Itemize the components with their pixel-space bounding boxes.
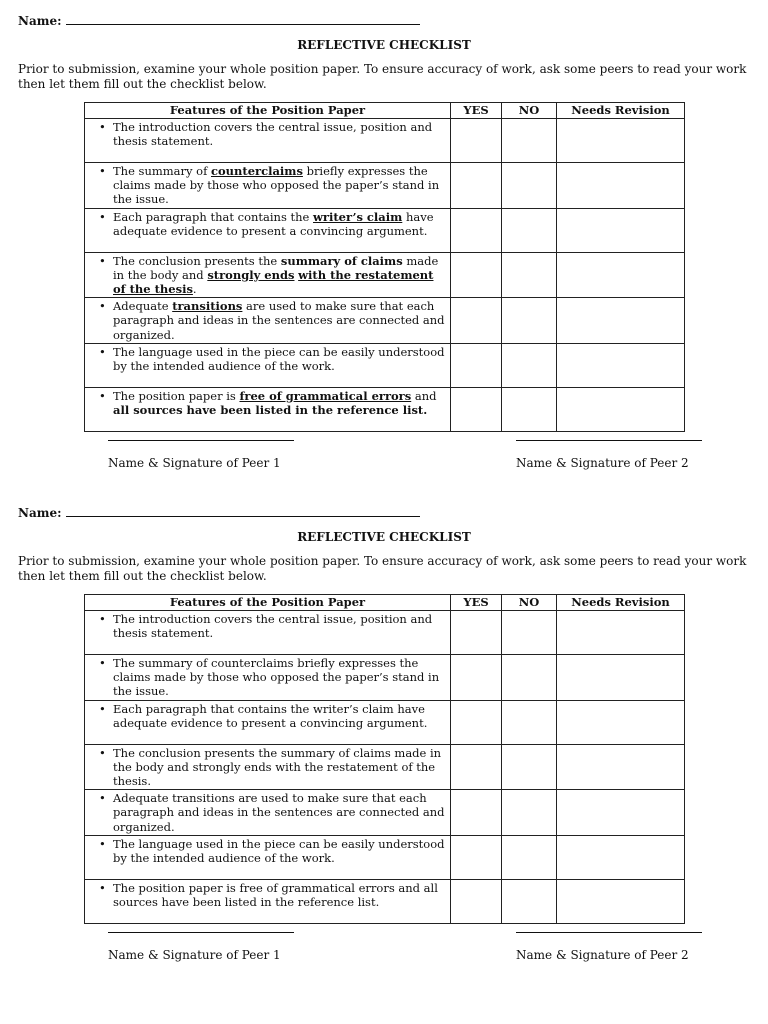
yes-checkbox-cell[interactable] xyxy=(451,298,502,344)
yes-checkbox-cell[interactable] xyxy=(451,252,502,298)
peer2-signature-line[interactable] xyxy=(516,932,702,933)
bullet-icon: • xyxy=(99,791,106,806)
needs-revision-checkbox-cell[interactable] xyxy=(557,387,685,431)
needs-revision-checkbox-cell[interactable] xyxy=(557,252,685,298)
header-no: NO xyxy=(502,595,557,611)
feature-cell xyxy=(85,208,451,252)
feature-text: The conclusion presents the xyxy=(113,253,281,268)
feature-text: counterclaims xyxy=(211,164,303,178)
table-row xyxy=(85,298,685,344)
yes-checkbox-cell[interactable] xyxy=(451,744,502,790)
table-row xyxy=(85,208,685,252)
needs-revision-checkbox-cell[interactable] xyxy=(557,343,685,387)
feature-text: The introduction covers the central issue, position and thesis statement. xyxy=(113,120,433,149)
bullet-icon: • xyxy=(99,253,106,268)
yes-checkbox-cell[interactable] xyxy=(451,655,502,701)
checklist-title: REFLECTIVE CHECKLIST xyxy=(297,530,471,544)
feature-text: transitions xyxy=(172,299,243,314)
yes-checkbox-cell[interactable] xyxy=(451,208,502,252)
instructions: Prior to submission, examine your whole position paper. To ensure accuracy of work, ask some peers to read your work then let them fill out the checklist below. xyxy=(18,62,747,91)
feature-text: are used to make sure that each paragraph and ideas in the sentences are connected and organized. xyxy=(113,299,445,342)
feature-text: briefly expresses the claims made by those who opposed the paper’s stand in the issue. xyxy=(113,164,440,207)
bullet-icon: • xyxy=(99,344,106,359)
table-row xyxy=(85,163,685,209)
peer2-signature-label: Name & Signature of Peer 2 xyxy=(516,948,689,962)
needs-revision-checkbox-cell[interactable] xyxy=(557,790,685,836)
no-checkbox-cell[interactable] xyxy=(502,298,557,344)
no-checkbox-cell[interactable] xyxy=(502,879,557,923)
name-label: Name: xyxy=(18,506,62,520)
feature-text: The position paper is free of grammatical errors and all sources have been listed in the reference list. xyxy=(113,880,438,910)
no-checkbox-cell[interactable] xyxy=(502,387,557,431)
peer1-signature-line[interactable] xyxy=(108,440,294,441)
needs-revision-checkbox-cell[interactable] xyxy=(557,744,685,790)
needs-revision-checkbox-cell[interactable] xyxy=(557,655,685,701)
yes-checkbox-cell[interactable] xyxy=(451,879,502,923)
feature-text: all sources have been listed in the reference list. xyxy=(113,403,428,418)
no-checkbox-cell[interactable] xyxy=(502,700,557,744)
no-checkbox-cell[interactable] xyxy=(502,208,557,252)
bullet-icon: • xyxy=(99,209,106,224)
checklist-sheet-2 xyxy=(0,492,768,992)
feature-text: The language used in the piece can be easily understood by the intended audience of the work. xyxy=(113,836,445,866)
feature-cell xyxy=(85,879,451,923)
header-yes: YES xyxy=(451,595,502,611)
name-blank-line[interactable] xyxy=(66,506,420,517)
no-checkbox-cell[interactable] xyxy=(502,343,557,387)
checklist-rows xyxy=(85,119,685,432)
no-checkbox-cell[interactable] xyxy=(502,163,557,209)
instructions: Prior to submission, examine your whole position paper. To ensure accuracy of work, ask some peers to read your work then let them fill out the checklist below. xyxy=(18,554,747,583)
peer1-signature-line[interactable] xyxy=(108,932,294,933)
needs-revision-checkbox-cell[interactable] xyxy=(557,879,685,923)
needs-revision-checkbox-cell[interactable] xyxy=(557,163,685,209)
feature-text: have adequate evidence to present a convincing argument. xyxy=(113,209,434,238)
yes-checkbox-cell[interactable] xyxy=(451,790,502,836)
peer1-signature-label: Name & Signature of Peer 1 xyxy=(108,456,281,470)
needs-revision-checkbox-cell[interactable] xyxy=(557,298,685,344)
feature-text: Each paragraph that contains the xyxy=(113,209,314,224)
feature-cell xyxy=(85,700,451,744)
checklist-title: REFLECTIVE CHECKLIST xyxy=(297,38,471,52)
yes-checkbox-cell[interactable] xyxy=(451,611,502,655)
feature-text: summary of claims xyxy=(280,253,403,268)
feature-cell xyxy=(85,744,451,790)
table-row xyxy=(85,343,685,387)
name-label: Name: xyxy=(18,14,62,28)
name-blank-line[interactable] xyxy=(66,14,420,25)
table-row xyxy=(85,744,685,790)
feature-cell xyxy=(85,298,451,344)
needs-revision-checkbox-cell[interactable] xyxy=(557,835,685,879)
feature-text: strongly ends xyxy=(207,267,295,282)
needs-revision-checkbox-cell[interactable] xyxy=(557,208,685,252)
bullet-icon: • xyxy=(99,120,106,134)
yes-checkbox-cell[interactable] xyxy=(451,163,502,209)
table-row xyxy=(85,879,685,923)
feature-text: Each paragraph that contains the writer’s claim have adequate evidence to present a convincing argument. xyxy=(113,701,428,730)
no-checkbox-cell[interactable] xyxy=(502,790,557,836)
bullet-icon: • xyxy=(99,745,106,760)
bullet-icon: • xyxy=(99,880,106,895)
checklist-table xyxy=(84,594,685,924)
bullet-icon: • xyxy=(99,701,106,716)
feature-cell xyxy=(85,655,451,701)
feature-text: made in the body and xyxy=(113,253,439,282)
feature-text: Adequate transitions are used to make sure that each paragraph and ideas in the sentences are connected and organized. xyxy=(113,791,445,834)
no-checkbox-cell[interactable] xyxy=(502,655,557,701)
header-features: Features of the Position Paper xyxy=(85,595,451,611)
bullet-icon: • xyxy=(99,612,106,626)
header-features: Features of the Position Paper xyxy=(85,103,451,119)
feature-text: The summary of xyxy=(113,164,211,178)
table-header-row xyxy=(85,595,685,611)
table-row xyxy=(85,655,685,701)
name-field xyxy=(18,14,420,28)
feature-text: with the restatement of the thesis xyxy=(113,267,434,297)
table-row xyxy=(85,119,685,163)
feature-cell xyxy=(85,790,451,836)
checklist-table xyxy=(84,102,685,432)
feature-cell xyxy=(85,163,451,209)
header-no: NO xyxy=(502,103,557,119)
bullet-icon: • xyxy=(99,164,106,178)
needs-revision-checkbox-cell[interactable] xyxy=(557,119,685,163)
no-checkbox-cell[interactable] xyxy=(502,252,557,298)
feature-text: The conclusion presents the summary of claims made in the body and strongly ends with the restatement of the thesis. xyxy=(113,745,442,789)
peer2-signature-label: Name & Signature of Peer 2 xyxy=(516,456,689,470)
header-yes: YES xyxy=(451,103,502,119)
table-row xyxy=(85,387,685,431)
header-needs-revision: Needs Revision xyxy=(557,103,685,119)
feature-text: The position paper is xyxy=(113,388,240,403)
bullet-icon: • xyxy=(99,388,106,403)
table-row xyxy=(85,700,685,744)
feature-cell xyxy=(85,611,451,655)
yes-checkbox-cell[interactable] xyxy=(451,387,502,431)
table-row xyxy=(85,252,685,298)
table-row xyxy=(85,790,685,836)
table-header-row xyxy=(85,103,685,119)
feature-cell xyxy=(85,343,451,387)
feature-cell xyxy=(85,252,451,298)
no-checkbox-cell[interactable] xyxy=(502,611,557,655)
table-row xyxy=(85,835,685,879)
no-checkbox-cell[interactable] xyxy=(502,119,557,163)
feature-text: Adequate xyxy=(113,299,173,314)
bullet-icon: • xyxy=(99,656,106,670)
feature-text: . xyxy=(192,282,197,297)
needs-revision-checkbox-cell[interactable] xyxy=(557,700,685,744)
bullet-icon: • xyxy=(99,299,106,314)
peer1-signature-label: Name & Signature of Peer 1 xyxy=(108,948,281,962)
feature-cell xyxy=(85,387,451,431)
feature-cell xyxy=(85,835,451,879)
yes-checkbox-cell[interactable] xyxy=(451,835,502,879)
peer2-signature-line[interactable] xyxy=(516,440,702,441)
feature-text: and xyxy=(411,388,437,403)
table-row xyxy=(85,611,685,655)
checklist-rows xyxy=(85,611,685,924)
header-needs-revision: Needs Revision xyxy=(557,595,685,611)
bullet-icon: • xyxy=(99,836,106,851)
yes-checkbox-cell[interactable] xyxy=(451,343,502,387)
feature-text: The summary of counterclaims briefly expresses the claims made by those who opposed the paper’s stand in the issue. xyxy=(113,656,440,699)
no-checkbox-cell[interactable] xyxy=(502,744,557,790)
feature-cell xyxy=(85,119,451,163)
checklist-sheet-1 xyxy=(0,0,768,500)
yes-checkbox-cell[interactable] xyxy=(451,700,502,744)
no-checkbox-cell[interactable] xyxy=(502,835,557,879)
feature-text: writer’s claim xyxy=(313,209,403,224)
yes-checkbox-cell[interactable] xyxy=(451,119,502,163)
needs-revision-checkbox-cell[interactable] xyxy=(557,611,685,655)
feature-text: The language used in the piece can be easily understood by the intended audience of the work. xyxy=(113,344,445,374)
feature-text: free of grammatical errors xyxy=(239,388,412,403)
feature-text: The introduction covers the central issue, position and thesis statement. xyxy=(113,612,433,641)
name-field xyxy=(18,506,420,520)
